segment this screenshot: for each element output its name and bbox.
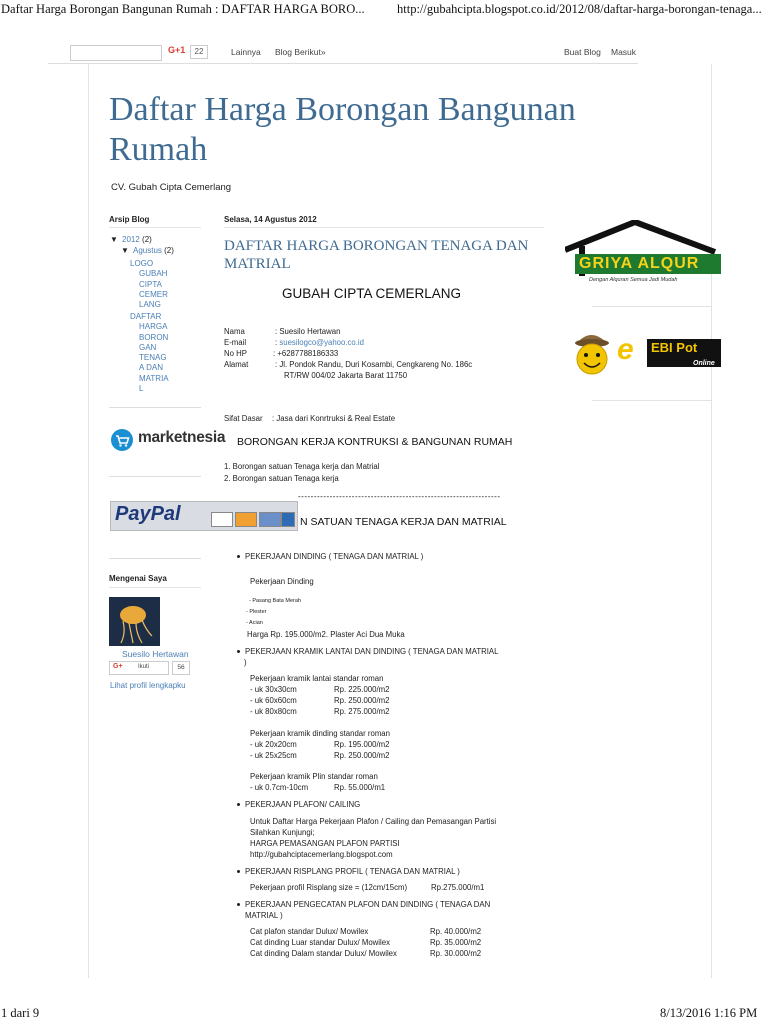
contact-address-line2: RT/RW 004/02 Jakarta Barat 11750	[284, 371, 408, 380]
ceramic-floor-price: Rp. 250.000/m2	[334, 696, 390, 705]
marketnesia-cart-icon[interactable]	[110, 428, 134, 452]
more-link[interactable]: Lainnya	[231, 47, 261, 57]
post1-line: CIPTA	[139, 279, 162, 289]
ceiling-line: Untuk Daftar Harga Pekerjaan Plafon / Cailing dan Pemasangan Partisi	[250, 817, 497, 826]
post1-line: CEMER	[139, 289, 168, 299]
paint-item: Cat dinding Dalam standar Dulux/ Mowilex	[250, 949, 397, 958]
profile-photo[interactable]	[109, 597, 160, 646]
marketnesia-logo[interactable]: marketnesia	[138, 429, 226, 446]
ceiling-line: Silahkan Kunjungi;	[250, 828, 315, 837]
contact-email-link[interactable]: suesilogco@yahoo.co.id	[279, 338, 364, 347]
paint-price: Rp. 35.000/m2	[430, 938, 482, 947]
ceramic-wall-price: Rp. 195.000/m2	[334, 740, 390, 749]
blog-description: CV. Gubah Cipta Cemerlang	[111, 182, 232, 193]
archive-year-label: 2012	[122, 235, 140, 244]
visa-card-icon	[211, 512, 233, 527]
amex-card-icon	[259, 512, 281, 527]
paypal-banner[interactable]	[110, 501, 298, 531]
archive-heading: Arsip Blog	[109, 215, 150, 224]
follow-label: Ikuti	[138, 664, 150, 670]
sidebar-divider	[109, 407, 201, 408]
paint-price: Rp. 30.000/m2	[430, 949, 482, 958]
paint-item: Cat plafon standar Dulux/ Mowilex	[250, 927, 369, 936]
post-date-line	[224, 227, 544, 228]
ceramic-plin-size: - uk 0.7cm-10cm	[250, 783, 309, 792]
contact-phone-value: : +6287788186333	[273, 349, 339, 358]
ebi-logo	[647, 339, 721, 367]
wall-price: Harga Rp. 195.000/m2. Plaster Aci Dua Muka	[247, 630, 405, 639]
gplus-icon: G+	[113, 663, 123, 670]
archive-year-link[interactable]	[122, 235, 152, 245]
section1-item: 1. Borongan satuan Tenaga kerja dan Matrial	[224, 462, 380, 471]
ebi-emblem: e	[617, 333, 634, 366]
wall-heading: PEKERJAAN DINDING ( TENAGA DAN MATRIAL )	[245, 552, 424, 561]
post2-line: BORON	[139, 332, 169, 342]
year-toggle-icon[interactable]: ▼	[110, 235, 118, 244]
ceiling-heading: PEKERJAAN PLAFON/ CAILING	[245, 800, 361, 809]
print-footer-datetime: 8/13/2016 1:16 PM	[660, 1006, 758, 1020]
ceramic-heading-tail: )	[244, 658, 247, 667]
nature-label: Sifat Dasar	[224, 414, 263, 423]
ceiling-line: http://gubahciptacemerlang.blogspot.com	[250, 850, 393, 859]
post-title-line2: MATRIAL	[224, 256, 291, 272]
follow-button[interactable]	[109, 661, 169, 675]
gplus-count: 22	[190, 45, 208, 59]
full-profile-link[interactable]: Lihat profil lengkapku	[110, 681, 186, 690]
fascia-price: Rp.275.000/m1	[431, 883, 485, 892]
griya-alquran-ad[interactable]	[565, 220, 721, 290]
right-divider	[592, 306, 712, 307]
post2-line: A DAN	[139, 363, 164, 373]
ceramic-wall-size: - uk 25x25cm	[250, 751, 297, 760]
post2-line: L	[139, 384, 144, 394]
post2-line: MATRIA	[139, 373, 169, 383]
post-title[interactable]	[224, 237, 539, 273]
archive-month-count: (2)	[164, 246, 174, 255]
ceramic-floor-size: - uk 80x80cm	[250, 707, 297, 716]
mastercard-icon	[235, 512, 257, 527]
contact-name-label: Nama	[224, 327, 245, 336]
griya-logo: GRIYA ALQUR	[575, 254, 721, 274]
smiley-mascot-icon	[565, 325, 617, 381]
paint-heading-line2: MATRIAL )	[245, 911, 283, 920]
navbar-divider	[48, 63, 638, 64]
contact-address-label: Alamat	[224, 360, 249, 369]
nature-value: : Jasa dari Konrtruksi & Real Estate	[272, 414, 396, 423]
wall-item: - Acian	[246, 620, 263, 626]
paypal-logo: PayPal	[115, 503, 181, 525]
ceramic-plin-price: Rp. 55.000/m1	[334, 783, 386, 792]
contact-phone-label: No HP	[224, 349, 247, 358]
company-name: GUBAH CIPTA CEMERLANG	[282, 286, 462, 301]
ceramic-heading: PEKERJAAN KRAMIK LANTAI DAN DINDING ( TENAGA DAN MATRIAL	[245, 647, 499, 656]
post2-line: GAN	[139, 342, 157, 352]
contact-address-line1: : Jl. Pondok Randu, Duri Kosambi, Cengkareng No. 186c	[275, 360, 473, 369]
navbar-search-input[interactable]	[70, 45, 162, 61]
ceramic-floor-title: Pekerjaan kramik lantai standar roman	[250, 674, 384, 683]
print-footer-page: 1 dari 9	[1, 1006, 40, 1020]
post-date: Selasa, 14 Agustus 2012	[224, 215, 317, 224]
follow-count: 56	[172, 661, 190, 675]
archive-year-count: (2)	[142, 235, 152, 244]
ceramic-wall-size: - uk 20x20cm	[250, 740, 297, 749]
jellyfish-image	[109, 597, 160, 646]
contact-name-value: : Suesilo Hertawan	[275, 327, 341, 336]
paint-item: Cat dinding Luar standar Dulux/ Mowilex	[250, 938, 390, 947]
bank-card-icon	[281, 512, 295, 527]
section1-item: 2. Borongan satuan Tenaga kerja	[224, 474, 339, 483]
archive-post-link-logo[interactable]	[130, 259, 168, 310]
blog-title-line2: Rumah	[109, 131, 208, 168]
month-toggle-icon[interactable]: ▼	[121, 246, 129, 255]
section2-heading: N SATUAN TENAGA KERJA DAN MATRIAL	[300, 516, 507, 528]
about-heading: Mengenai Saya	[109, 574, 167, 583]
sidebar-divider	[109, 476, 201, 477]
wall-item: - Pasang Bata Merah	[249, 598, 301, 604]
next-blog-link[interactable]: Blog Berikut»	[275, 47, 326, 57]
ceramic-floor-price: Rp. 275.000/m2	[334, 707, 390, 716]
profile-name-link[interactable]: Suesilo Hertawan	[122, 649, 189, 659]
post1-line: GUBAH	[139, 269, 168, 279]
paint-heading-line1: PEKERJAAN PENGECATAN PLAFON DAN DINDING ( TENAGA DAN	[245, 900, 491, 909]
right-divider	[592, 400, 712, 401]
contact-email-label: E-mail	[224, 338, 247, 347]
gplus-button[interactable]: G+1	[168, 45, 186, 55]
ceramic-plin-title: Pekerjaan kramik Plin standar roman	[250, 772, 378, 781]
post-title-line1: DAFTAR HARGA BORONGAN TENAGA DAN	[224, 238, 529, 254]
print-header-title: Daftar Harga Borongan Bangunan Rumah : DAFTAR HARGA BORO...	[1, 2, 365, 16]
post1-line: LOGO	[130, 259, 154, 268]
dashed-separator: ----------------------------------------------------------------	[298, 492, 501, 501]
section1-heading: BORONGAN KERJA KONTRUKSI & BANGUNAN RUMAH	[237, 436, 513, 448]
blog-title-line1: Daftar Harga Borongan Bangunan	[109, 91, 576, 128]
ceramic-floor-price: Rp. 225.000/m2	[334, 685, 390, 694]
archive-month-link[interactable]	[133, 246, 174, 256]
ceiling-line: HARGA PEMASANGAN PLAFON PARTISI	[250, 839, 400, 848]
wall-sub: Pekerjaan Dinding	[250, 577, 314, 586]
fascia-heading: PEKERJAAN RISPLANG PROFIL ( TENAGA DAN MATRIAL )	[245, 867, 460, 876]
archive-heading-line	[109, 227, 201, 228]
contact-email-row	[275, 338, 364, 347]
post2-line: HARGA	[139, 322, 168, 332]
print-header-url: http://gubahcipta.blogspot.co.id/2012/08/daftar-harga-borongan-tenaga...	[397, 2, 762, 16]
frame-left-line	[88, 64, 89, 978]
griya-tagline: Dengan Alquran Semua Jadi Mudah	[589, 277, 678, 283]
paint-price: Rp. 40.000/m2	[430, 927, 482, 936]
archive-month-label: Agustus	[133, 246, 162, 255]
ceramic-floor-size: - uk 30x30cm	[250, 685, 297, 694]
post2-line: DAFTAR	[130, 312, 162, 321]
post1-line: LANG	[139, 300, 161, 310]
ceramic-floor-size: - uk 60x60cm	[250, 696, 297, 705]
ebi-pot-ad[interactable]	[565, 325, 721, 381]
sidebar-divider	[109, 558, 201, 559]
archive-post-link-daftar[interactable]	[130, 312, 169, 394]
fascia-line: Pekerjaan profil Risplang size = (12cm/15cm)	[250, 883, 408, 892]
blog-title[interactable]	[109, 90, 654, 170]
wall-item: - Plester	[246, 609, 267, 615]
post2-line: TENAG	[139, 353, 167, 363]
ebi-logo-text: EBI Pot	[651, 340, 698, 355]
ceramic-wall-price: Rp. 250.000/m2	[334, 751, 390, 760]
frame-right-line	[711, 64, 712, 978]
ebi-sub-text: Online	[693, 360, 715, 367]
create-blog-link[interactable]: Buat Blog	[564, 47, 601, 57]
ceramic-wall-title: Pekerjaan kramik dinding standar roman	[250, 729, 390, 738]
about-heading-line	[109, 587, 201, 588]
login-link[interactable]: Masuk	[611, 47, 637, 57]
email-prefix: :	[275, 338, 280, 347]
